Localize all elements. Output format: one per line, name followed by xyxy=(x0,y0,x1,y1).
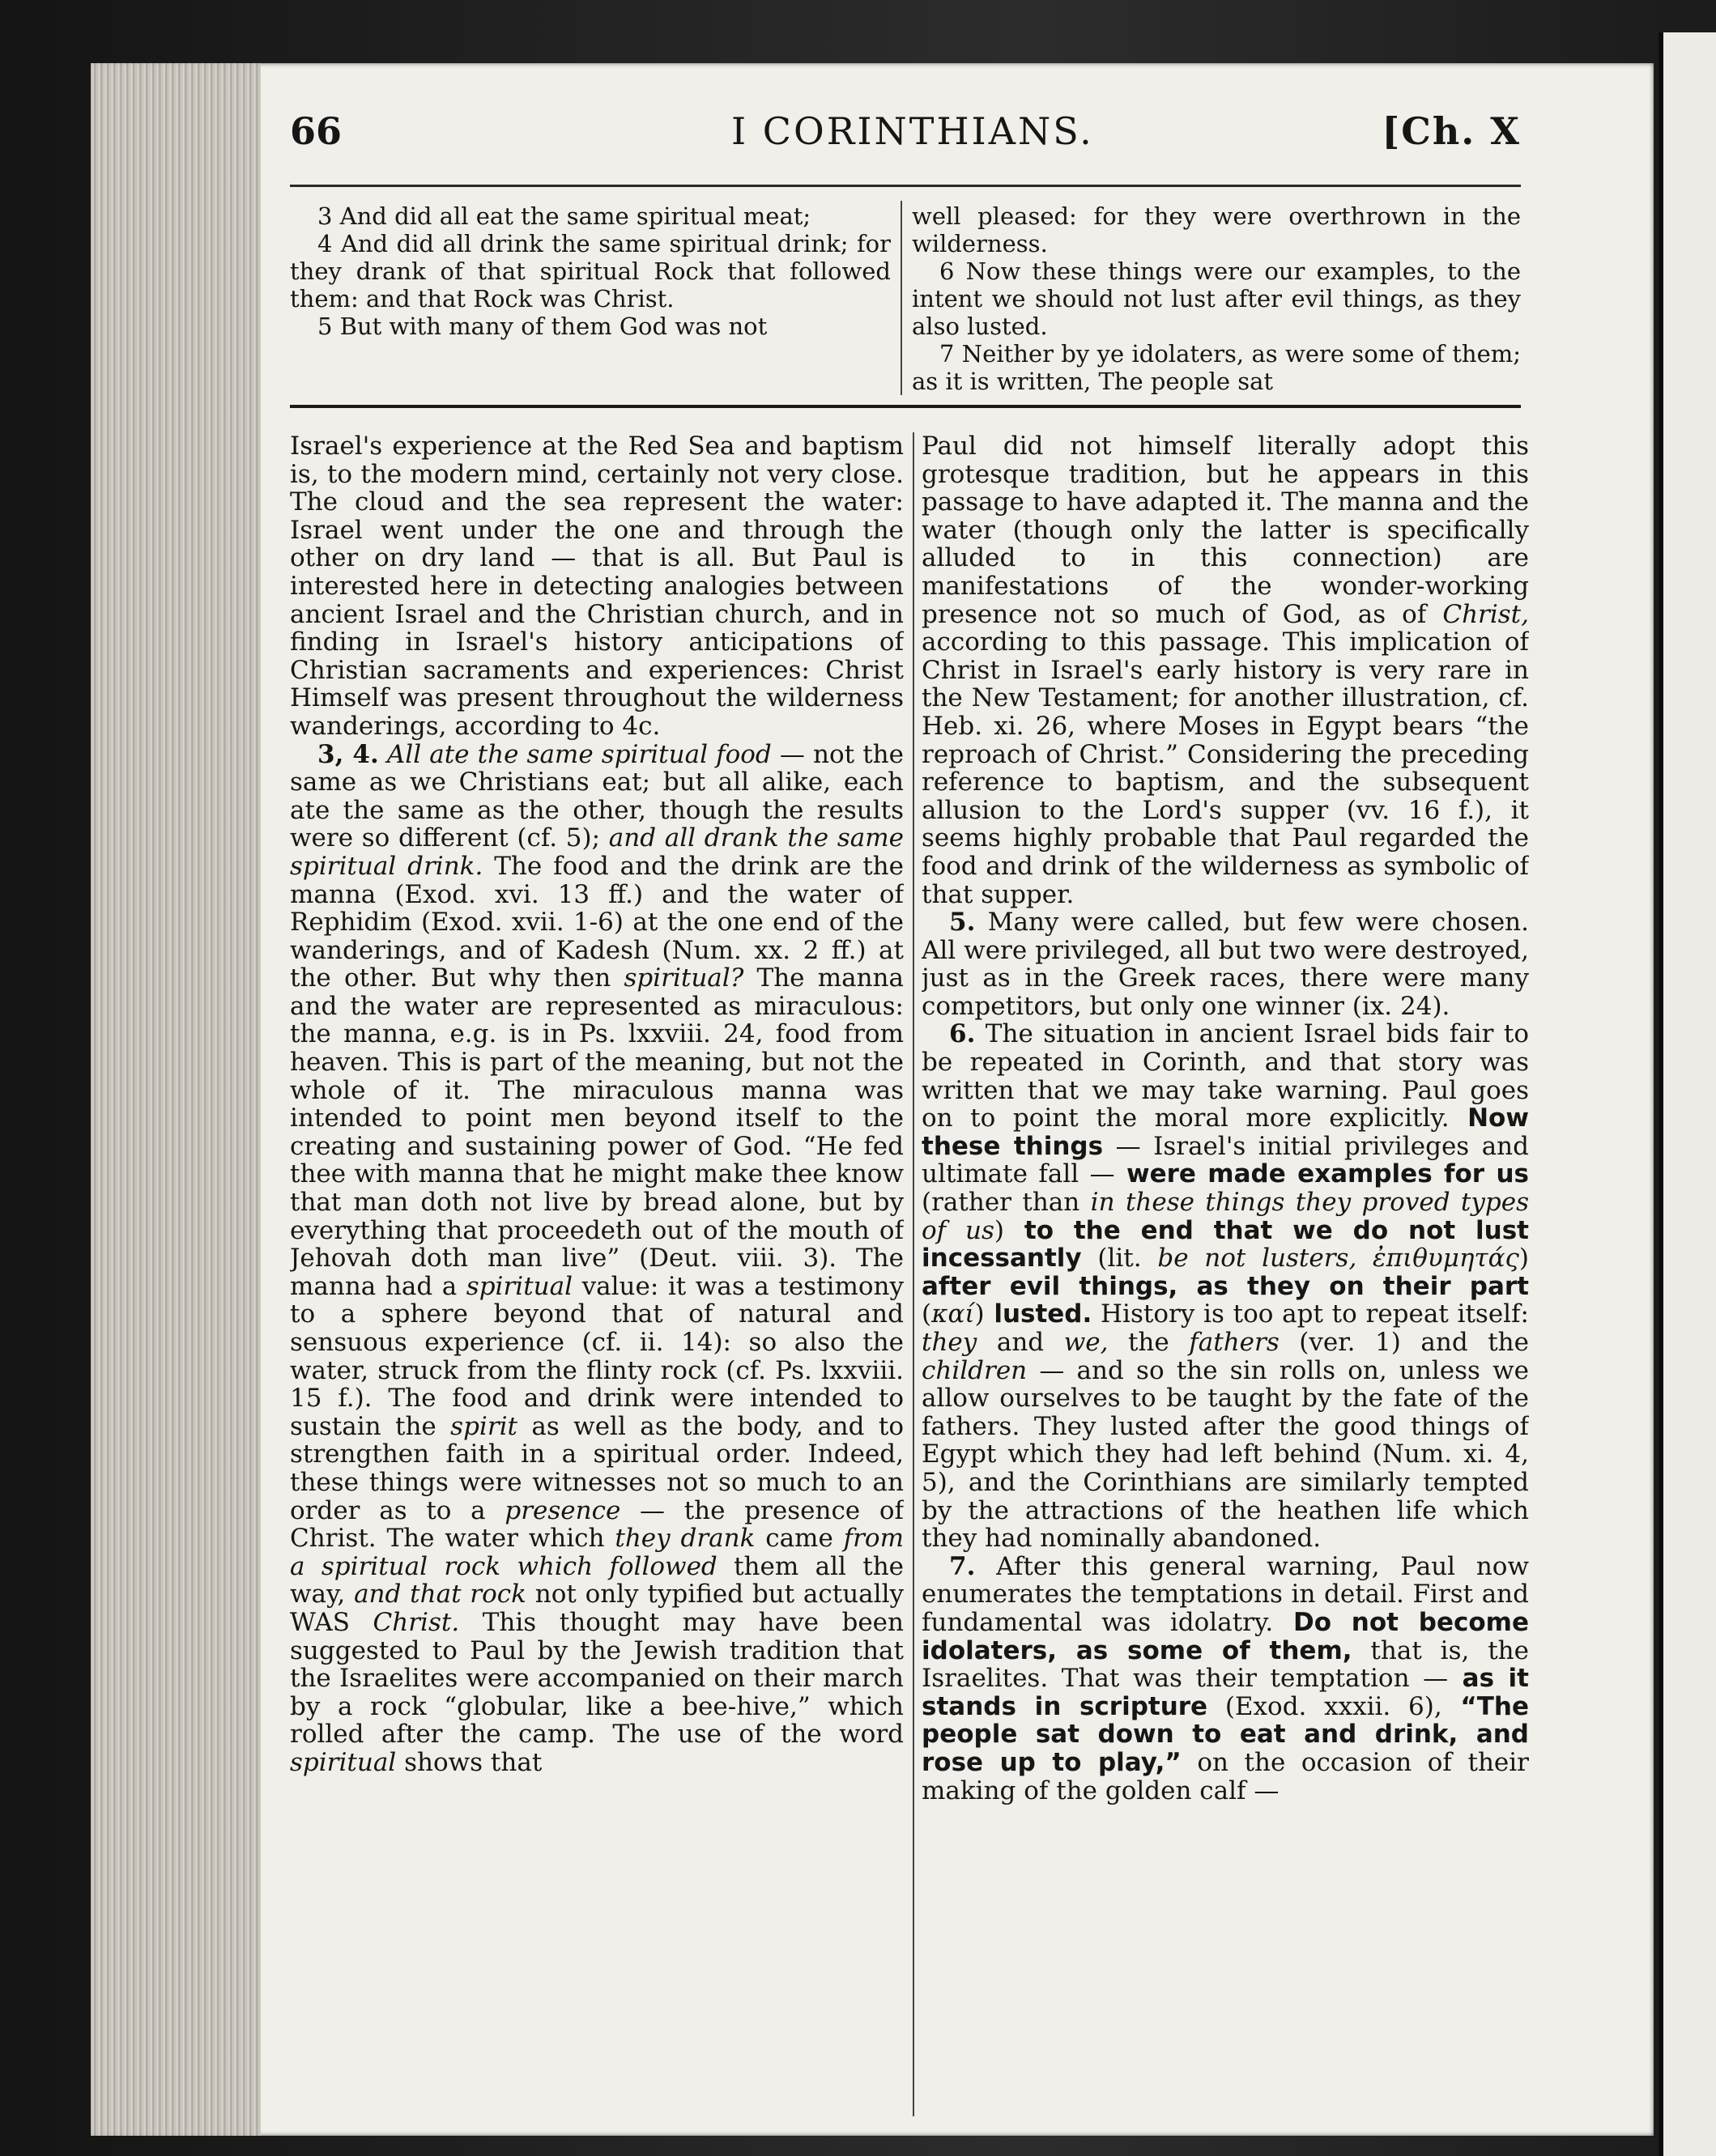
lemma: and that rock xyxy=(354,1580,526,1610)
lemma: we, xyxy=(1063,1328,1109,1357)
verse-ref: 5. xyxy=(949,908,976,938)
text-run: The manna and the water are represented as miraculous: the manna, e.g. is in Ps. lxxviii. 24, food from heaven. This is part of the meaning, but not the whole of it. The miraculous manna was intended to point men beyond itself to the creating and sustaining power of God. “He fed thee with manna that he might make thee know that man doth not live by bread alone, but by everything that proceedeth out of the mouth of Jehovah doth man live” (Deut. viii. 3). The manna had a xyxy=(290,963,904,1301)
verse-text: 3 And did all eat the same spiritual meat; xyxy=(317,202,811,230)
page-header xyxy=(290,109,1521,174)
text-run: — not the same as we Christians eat; but all alike, each ate the same as the other, though the results were so different (cf. 5); xyxy=(290,739,904,853)
lemma: καί xyxy=(931,1299,975,1329)
scripture-quote: lusted. xyxy=(984,1299,1092,1329)
text-run: — and so the sin rolls on, unless we allow ourselves to be taught by the fate of the fathers. They lusted after the good things of Egypt which they had left behind (Num. xi. 4, 5), and the Corinthians are similarly tempted by the attractions of the heathen life which they had nominally abandoned. xyxy=(922,1355,1529,1554)
text-run: them all the way, xyxy=(290,1551,904,1610)
commentary-column-left xyxy=(290,432,904,2124)
commentary-paragraph xyxy=(922,1020,1529,1552)
text-run: value: it was a testimony to a sphere beyond that of natural and sensuous experience (cf. ii. 14): so also the water, struck from the flinty rock (cf. Ps. lxxviii. 15 f.). The food and drink were intended to sustain the xyxy=(290,1271,904,1441)
text-run: and xyxy=(977,1328,1045,1357)
commentary-paragraph xyxy=(922,908,1529,1020)
text-run: Many were called, but few were chosen. All were privileged, all but two were destroyed, just as in the Greek races, there were many competitors, but only one winner (ix. 24). xyxy=(922,908,1529,1021)
text-run: (Exod. xxxii. 6), xyxy=(1207,1691,1442,1721)
header-rule xyxy=(290,185,1521,187)
commentary-paragraph xyxy=(922,1553,1529,1805)
scripture-quote: as it stands in scripture xyxy=(922,1664,1529,1721)
text-run: ) xyxy=(1518,1244,1529,1274)
commentary-column-right xyxy=(922,432,1529,2124)
scripture-quote: “The people sat down to eat and drink, and rose up to play,” xyxy=(922,1691,1529,1777)
text-run: The situation in ancient Israel bids fair to be repeated in Corinth, and that story was written that we may take warning. Paul goes on to point the moral more explicitly. xyxy=(922,1019,1529,1133)
page-gutter xyxy=(91,63,261,2136)
lemma: Christ, xyxy=(1442,599,1529,629)
lemma: and all drank the same spiritual drink. xyxy=(290,823,904,881)
verse-text: 7 Neither by ye idolaters, as were some of them; as it is written, The people sat xyxy=(912,340,1521,395)
text-run: (lit. xyxy=(1081,1244,1142,1274)
text-run: (rather than xyxy=(922,1188,1080,1218)
text-run: (ver. 1) and the xyxy=(1279,1328,1529,1357)
text-run: — the presence of Christ. The water which xyxy=(290,1495,904,1554)
verse-text: 4 And did all drink the same spiritual drink; for they drank of that spiritual Rock that followed them: and that Rock was Christ. xyxy=(290,230,891,313)
section-rule xyxy=(290,405,1521,408)
commentary-paragraph: Israel's experience at the Red Sea and baptism is, to the modern mind, certainly not very close. The cloud and the sea represent the water: Israel went under the one and through the other on dry land — that is all. But Paul is interested here in detecting analogies between ancient Israel and the Christian church, and in finding in Israel's history anticipations of Christian sacraments and experiences: Christ Himself was present throughout the wilderness wanderings, according to 4c. xyxy=(290,432,904,741)
lemma: spiritual xyxy=(466,1271,573,1301)
page-number: 66 xyxy=(290,109,343,153)
text-run: Paul did not himself literally adopt this grotesque tradition, but he appears in this passage to have adapted it. The manna and the water (though only the latter is specifically alluded to in this connection) are manifestations of the wonder-working presence not so much of God, as of xyxy=(922,432,1529,629)
scripture-quote: Do not become idolaters, as some of them, xyxy=(922,1607,1529,1665)
scripture-quote: after evil things, as they on their part xyxy=(922,1271,1529,1301)
text-run: — Israel's initial privileges and ultimate fall — xyxy=(922,1131,1529,1189)
verse-column-divider xyxy=(901,201,902,395)
verse-column-right xyxy=(912,202,1521,397)
verse-ref: 6. xyxy=(949,1019,976,1049)
lemma: they drank xyxy=(615,1524,756,1554)
lemma: spiritual xyxy=(290,1747,397,1777)
lemma: from a spiritual rock which followed xyxy=(290,1524,904,1581)
commentary-paragraph xyxy=(922,432,1529,908)
verse-text: 5 But with many of them God was not xyxy=(317,313,768,340)
text-run: shows that xyxy=(396,1747,543,1777)
text-run: according to this passage. This implication of Christ in Israel's early history is very rare in the New Testament; for another illustration, cf. Heb. xi. 26, where Moses in Egypt bears “the reproach of Christ.” Considering the preceding reference to baptism, and the subsequent allusion to the Lord's supper (vv. 16 f.), it seems highly probable that Paul regarded the food and drink of the wilderness as symbolic of that supper. xyxy=(922,627,1529,909)
facing-page-edge xyxy=(1659,32,1716,2156)
text-run: as well as the body, and to strengthen faith in a spiritual order. Indeed, these things were witnesses not so much to an order as to a xyxy=(290,1411,904,1525)
verse-ref: 3, 4. xyxy=(317,739,379,769)
lemma: children xyxy=(922,1355,1028,1385)
lemma: presence xyxy=(505,1495,621,1525)
text-run: ( xyxy=(922,1299,932,1329)
text-run: on the occasion of their making of the golden calf — xyxy=(922,1747,1529,1805)
text-run: not only typified but actually WAS xyxy=(290,1580,904,1637)
lemma: Christ. xyxy=(373,1607,460,1637)
lemma: spiritual? xyxy=(624,963,744,993)
verse-text: well pleased: for they were overthrown in the wilderness. xyxy=(912,202,1521,257)
verse-text: 6 Now these things were our examples, to the intent we should not lust after evil things, as they also lusted. xyxy=(912,257,1521,340)
chapter-marker: [Ch. X xyxy=(1382,109,1521,153)
scripture-quote: were made examples for us xyxy=(1114,1159,1529,1189)
text-run: came xyxy=(755,1524,833,1554)
lemma: All ate the same spiritual food xyxy=(386,739,772,769)
lemma: spirit xyxy=(450,1411,518,1441)
text-run: ) xyxy=(994,1215,1005,1245)
text-run: the xyxy=(1108,1328,1169,1357)
running-title: I CORINTHIANS. xyxy=(731,109,1094,153)
lemma: in these things they proved types of us xyxy=(922,1188,1529,1245)
scripture-quote: Now these things xyxy=(922,1104,1529,1161)
lemma: fathers xyxy=(1189,1328,1280,1357)
text-run: After this general warning, Paul now enumerates the temptations in detail. First and fundamental was idolatry. xyxy=(922,1551,1529,1637)
verse-ref: 7. xyxy=(949,1551,976,1581)
text-run: History is too apt to repeat itself: xyxy=(1092,1299,1529,1329)
text-run: This thought may have been suggested to Paul by the Jewish tradition that the Israelites were accompanied on their march by a rock “globular, like a bee-hive,” which rolled after the camp. The use of the word xyxy=(290,1607,904,1750)
lemma: they xyxy=(922,1328,977,1357)
text-run: The food and the drink are the manna (Exod. xvi. 13 ff.) and the water of Rephidim (Exod. xvii. 1-6) at the one end of the wanderings, and of Kadesh (Num. xx. 2 ff.) at the other. But why then xyxy=(290,851,904,993)
scripture-quote: to the end that we do not lust incessantly xyxy=(922,1215,1529,1274)
commentary-paragraph xyxy=(290,741,904,1777)
commentary-column-divider xyxy=(913,432,914,2116)
text-run: that is, the Israelites. That was their temptation — xyxy=(922,1635,1529,1694)
verse-column-left xyxy=(290,202,891,397)
text-run: ) xyxy=(974,1299,985,1329)
lemma: be not lusters, ἐπιθυμητάς xyxy=(1157,1244,1519,1274)
